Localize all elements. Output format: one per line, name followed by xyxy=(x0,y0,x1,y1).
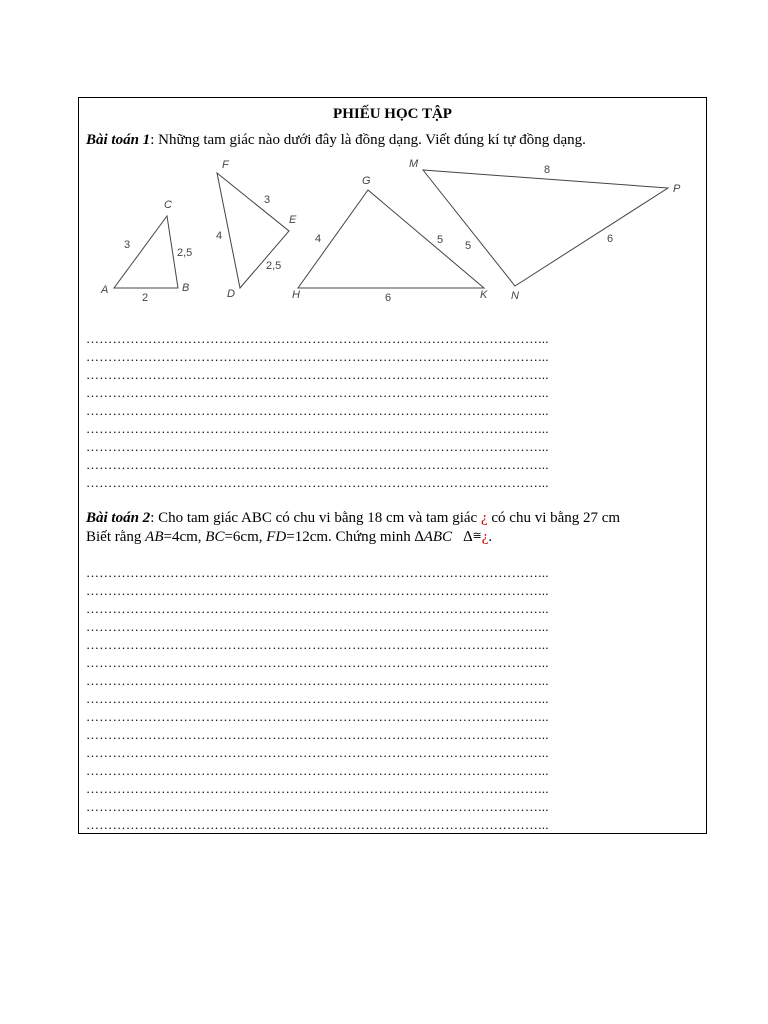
worksheet-title: PHIẾU HỌC TẬP xyxy=(333,106,452,122)
vertex-a: A xyxy=(101,284,109,296)
side-pn-label: 6 xyxy=(607,233,614,245)
side-gk-label: 5 xyxy=(437,234,444,246)
side-mn-label: 5 xyxy=(465,240,472,252)
vertex-k: K xyxy=(480,289,488,301)
congruent-symbol: ≅ xyxy=(472,530,482,542)
problem-2-text-b: có chu vi bằng 27 cm xyxy=(487,510,621,526)
side-bc-label: 2,5 xyxy=(177,247,193,259)
answer-line: …………………………………………………………………………………………... xyxy=(86,709,549,724)
answer-line: …………………………………………………………………………………………... xyxy=(86,403,549,418)
problem-1-text: : Những tam giác nào dưới đây là đồng dạng. Viết đúng kí tự đồng dạng. xyxy=(150,132,586,148)
answer-line: …………………………………………………………………………………………... xyxy=(86,691,549,706)
answer-line: …………………………………………………………………………………………... xyxy=(86,565,549,580)
answer-line: …………………………………………………………………………………………... xyxy=(86,817,549,832)
answer-line: …………………………………………………………………………………………... xyxy=(86,385,549,400)
ab-value: =4cm, xyxy=(163,529,206,545)
triangle-abc xyxy=(114,216,178,288)
delta-symbol: ∆ xyxy=(414,529,424,545)
problem-2-text-a: : Cho tam giác ABC có chu vi bằng 18 cm và tam giác xyxy=(150,510,481,526)
answer-line: …………………………………………………………………………………………... xyxy=(86,349,549,364)
answer-line: …………………………………………………………………………………………... xyxy=(86,637,549,652)
answer-line: …………………………………………………………………………………………... xyxy=(86,655,549,670)
problem-2-label: Bài toán 2 xyxy=(86,510,151,526)
bc-value: =6cm, xyxy=(224,529,267,545)
answer-line: …………………………………………………………………………………………... xyxy=(86,619,549,634)
vertex-n: N xyxy=(511,290,519,302)
problem-2-line2-a: Biết rằng xyxy=(86,529,146,545)
answer-line: …………………………………………………………………………………………... xyxy=(86,439,549,454)
answer-line: …………………………………………………………………………………………... xyxy=(86,781,549,796)
vertex-p: P xyxy=(673,183,681,195)
answer-line: …………………………………………………………………………………………... xyxy=(86,601,549,616)
problem-2 xyxy=(86,509,620,527)
vertex-d: D xyxy=(227,288,235,300)
answer-line: …………………………………………………………………………………………... xyxy=(86,331,549,346)
side-mp-label: 8 xyxy=(544,164,551,176)
side-ab-label: 2 xyxy=(142,292,149,304)
side-gh-label: 4 xyxy=(315,233,322,245)
side-df-label: 4 xyxy=(216,230,223,242)
var-fd: FD xyxy=(266,529,287,545)
answer-lines-1 xyxy=(86,330,702,492)
problem-2-glyph-2: ¿ xyxy=(481,529,489,545)
vertex-b: B xyxy=(182,282,190,294)
side-ef-label: 3 xyxy=(264,194,271,206)
problem-2-line-2 xyxy=(86,527,492,546)
vertex-e: E xyxy=(289,214,297,226)
answer-line: …………………………………………………………………………………………... xyxy=(86,421,549,436)
answer-line: …………………………………………………………………………………………... xyxy=(86,367,549,382)
triangles-figure xyxy=(79,153,706,313)
problem-1-label: Bài toán 1 xyxy=(86,132,151,148)
side-ac-label: 3 xyxy=(124,239,131,251)
answer-line: …………………………………………………………………………………………... xyxy=(86,799,549,814)
problem-2-end: . xyxy=(488,529,493,545)
var-abc: ABC xyxy=(423,529,453,545)
answer-line: …………………………………………………………………………………………... xyxy=(86,583,549,598)
worksheet xyxy=(78,97,707,834)
vertex-g: G xyxy=(362,175,371,187)
answer-lines-2 xyxy=(86,564,702,834)
sim-delta-symbol: ∆ xyxy=(463,529,473,545)
answer-line: …………………………………………………………………………………………... xyxy=(86,673,549,688)
answer-line: …………………………………………………………………………………………... xyxy=(86,763,549,778)
answer-line: …………………………………………………………………………………………... xyxy=(86,745,549,760)
triangle-mnp xyxy=(423,170,668,286)
var-ab: AB xyxy=(145,529,164,545)
problem-2-glyph: ¿ xyxy=(480,510,488,526)
triangle-ghk xyxy=(298,190,484,288)
side-de-label: 2,5 xyxy=(266,260,282,272)
vertex-c: C xyxy=(164,199,172,211)
vertex-f: F xyxy=(222,159,229,171)
answer-line: …………………………………………………………………………………………... xyxy=(86,727,549,742)
problem-1 xyxy=(86,131,586,149)
var-bc: BC xyxy=(205,529,225,545)
vertex-m: M xyxy=(409,158,419,170)
side-hk-label: 6 xyxy=(385,292,392,304)
answer-line: …………………………………………………………………………………………... xyxy=(86,457,549,472)
vertex-h: H xyxy=(292,289,300,301)
fd-value: =12cm. Chứng minh xyxy=(286,529,415,545)
answer-line: …………………………………………………………………………………………... xyxy=(86,475,549,490)
